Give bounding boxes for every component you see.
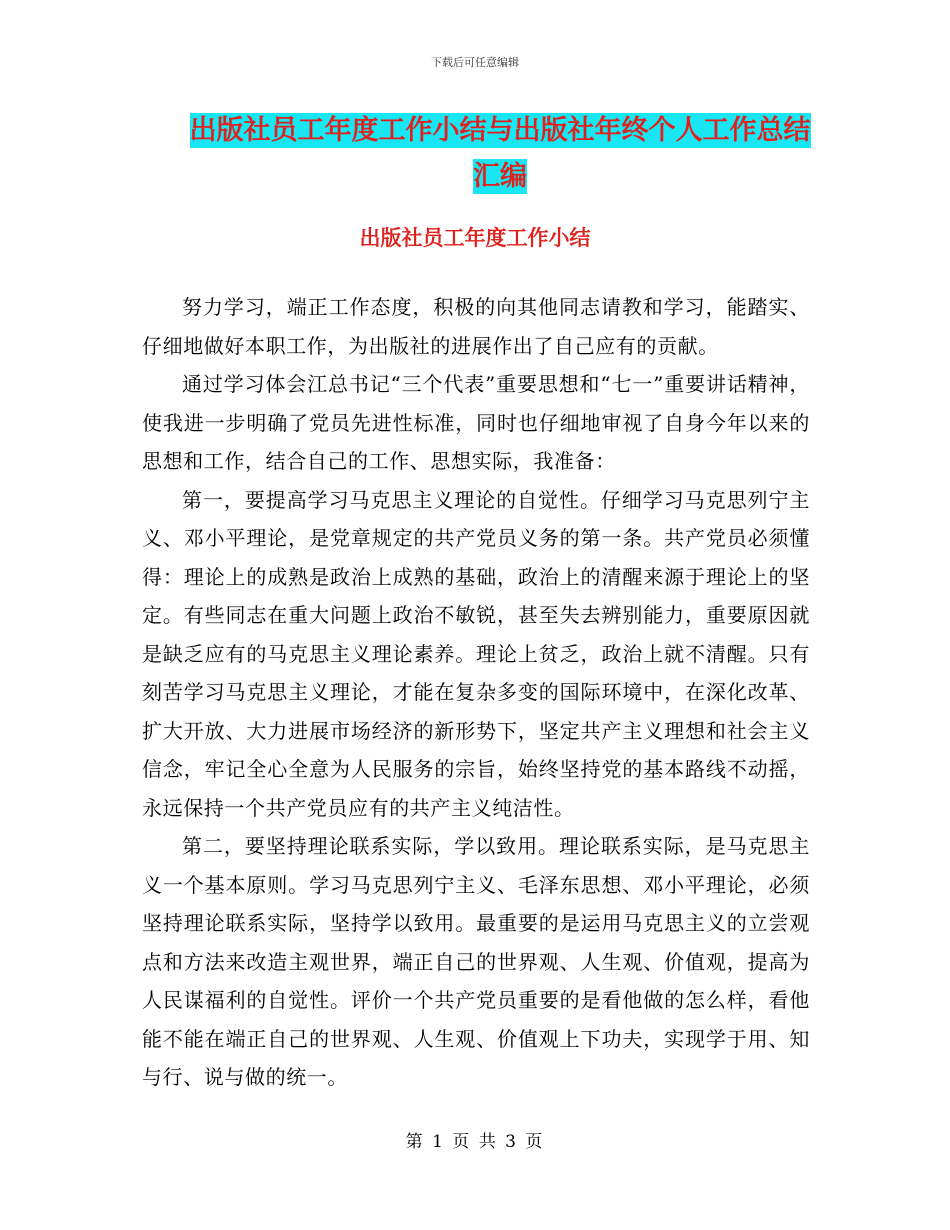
header-note: 下载后可任意编辑 xyxy=(431,56,519,69)
paragraph: 第二，要坚持理论联系实际，学以致用。理论联系实际，是马克思主义一个基本原则。学习马克思列宁主义、毛泽东思想、邓小平理论，必须坚持理论联系实际，坚持学以致用。最重要的是运用马克思主义的立尝观点和方法来改造主观世界，端正自己的世界观、人生观、价值观，提高为人民谋福利的自觉性。评价一个共产党员重要的是看他做的怎么样，看他能不能在端正自己的世界观、人生观、价值观上下功夫，实现学于用、知与行、说与做的统一。 xyxy=(142,834,810,1089)
document-title xyxy=(150,108,850,200)
paragraph: 努力学习，端正工作态度，积极的向其他同志请教和学习，能踏实、仔细地做好本职工作，为出版社的进展作出了自己应有的贡献。 xyxy=(142,295,810,358)
document-title-line-2: 汇编 xyxy=(473,161,527,192)
section-title: 出版社员工年度工作小结 xyxy=(359,226,591,250)
paragraph: 第一，要提高学习马克思主义理论的自觉性。仔细学习马克思列宁主义、邓小平理论，是党章规定的共产党员义务的第一条。共产党员必须懂得：理论上的成熟是政治上成熟的基础，政治上的清醒来源于理论上的坚定。有些同志在重大问题上政治不敏锐，甚至失去辨别能力，重要原因就是缺乏应有的马克思主义理论素养。理论上贫乏，政治上就不清醒。只有刻苦学习马克思主义理论，才能在复杂多变的国际环境中，在深化改革、扩大开放、大力进展市场经济的新形势下，坚定共产主义理想和社会主义信念，牢记全心全意为人民服务的宗旨，始终坚持党的基本路线不动摇，永远保持一个共产党员应有的共产主义纯洁性。 xyxy=(142,487,810,820)
page-number-footer: 第 1 页 共 3 页 xyxy=(405,1132,545,1152)
paragraph: 通过学习体会江总书记“三个代表”重要思想和“七一”重要讲话精神，使我进一步明确了党员先进性标准，同时也仔细地审视了自身今年以来的思想和工作，结合自己的工作、思想实际，我准备： xyxy=(142,372,810,473)
document-body xyxy=(142,288,810,1097)
document-title-line-1: 出版社员工年度工作小结与出版社年终个人工作总结 xyxy=(189,115,811,146)
